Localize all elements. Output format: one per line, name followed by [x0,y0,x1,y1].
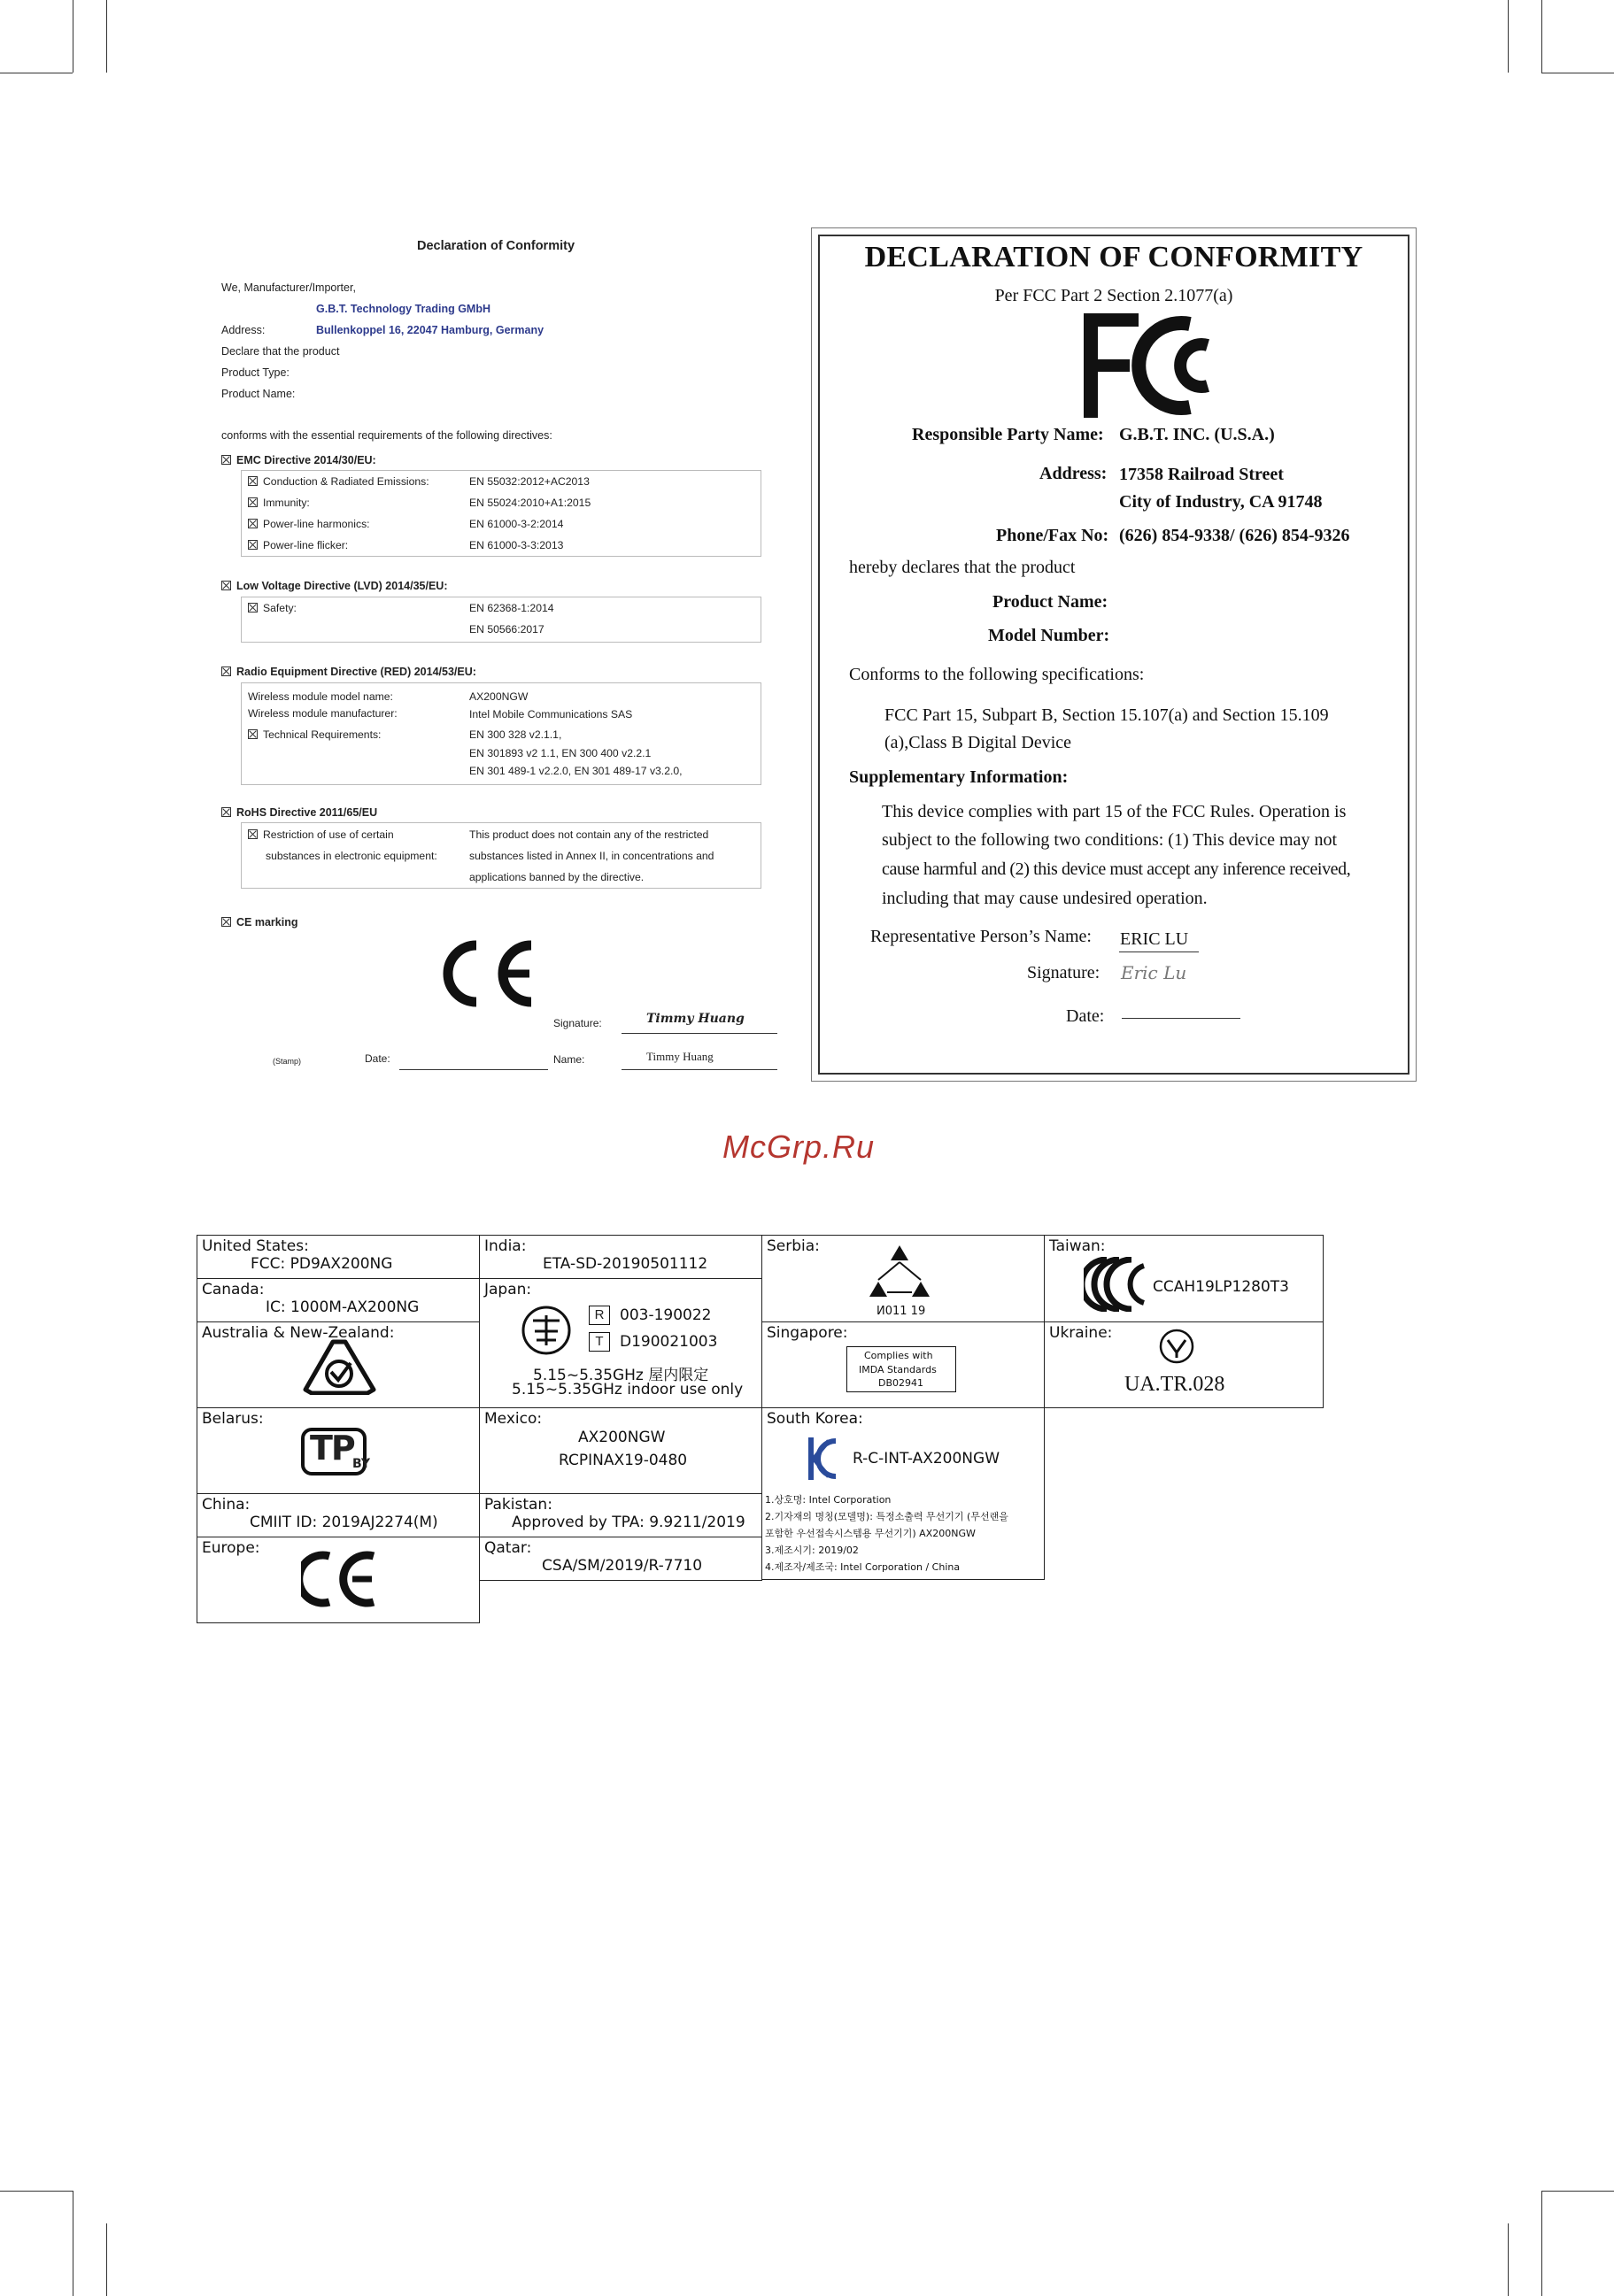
emc-value: EN 55032:2012+AC2013 [469,475,590,488]
info-line: subject to the following two conditions: (1) This device may not [882,830,1337,850]
checkbox-checked-icon [248,476,258,486]
checkbox-checked-icon [221,581,231,590]
date-line [399,1069,548,1070]
mexico-value-1: AX200NGW [578,1429,666,1446]
korea-line: 4.제조자/제조국: Intel Corporation / China [765,1561,961,1573]
ce-logo [443,940,538,1007]
red-title: Radio Equipment Directive (RED) 2014/53/EU: [221,666,476,678]
mexico-value-2: RCPINAX19-0480 [559,1452,688,1469]
fcc-title: DECLARATION OF CONFORMITY [864,241,1363,274]
lvd-value: EN 50566:2017 [469,623,544,636]
kc-logo [806,1434,843,1483]
by-text: BY [352,1457,371,1471]
crop-mark [0,2191,73,2192]
fcc-logo [1084,313,1225,418]
checkbox-checked-icon [221,455,231,465]
rohs-label: substances in electronic equipment: [266,850,437,862]
address-value: Bullenkoppel 16, 22047 Hamburg, Germany [316,324,544,336]
emc-title: EMC Directive 2014/30/EU: [221,454,376,466]
checkbox-checked-icon [248,603,258,613]
ukraine-label: Ukraine: [1049,1324,1113,1342]
europe-label: Europe: [202,1539,260,1557]
red-model-label: Wireless module model name: [248,690,393,703]
name-line [622,1069,777,1070]
korea-label: South Korea: [767,1410,863,1428]
fcc-spec-2: (a),Class B Digital Device [884,733,1072,752]
rep-name: ERIC LU [1120,929,1189,949]
rohs-label: Restriction of use of certain [248,828,394,841]
checkbox-checked-icon [221,666,231,676]
belarus-label: Belarus: [202,1410,264,1428]
watermark: McGrp.Ru [722,1129,876,1165]
japan-label: Japan: [484,1281,532,1298]
qatar-label: Qatar: [484,1539,532,1557]
eu-title: Declaration of Conformity [416,239,575,253]
red-manu-value: Intel Mobile Communications SAS [469,708,633,720]
europe-ce-logo [301,1551,379,1607]
korea-line: 3.제조시기: 2019/02 [765,1545,859,1556]
rep-label: Representative Person’s Name: [870,927,1092,946]
japan-r-box: R [589,1306,610,1325]
japan-r-value: 003-190022 [620,1306,712,1324]
red-model-value: AX200NGW [469,690,529,703]
fcc-address-label: Address: [1039,464,1108,483]
imda-line: Complies with [864,1350,933,1361]
manufacturer-label: We, Manufacturer/Importer, [221,281,356,294]
rcm-logo [301,1338,377,1395]
fcc-spec-1: FCC Part 15, Subpart B, Section 15.107(a) and Section 15.109 [884,705,1329,725]
crop-mark [1508,2223,1509,2296]
info-line: including that may cause undesired operation. [882,889,1208,908]
ukraine-conformity-icon [1158,1328,1195,1365]
emc-row: Conduction & Radiated Emissions: [248,475,429,488]
lvd-row: Safety: [248,602,297,614]
serbia-conformity-icon [866,1243,933,1303]
emc-value: EN 61000-3-3:2013 [469,539,564,551]
address-label: Address: [221,324,266,336]
crop-mark [1508,0,1509,73]
rohs-value: This product does not contain any of the restricted [469,828,709,841]
ce-title: CE marking [221,916,297,928]
china-value: CMIIT ID: 2019AJ2274(M) [250,1514,438,1531]
declare-text: Declare that the product [221,345,340,358]
hereby-text: hereby declares that the product [849,558,1076,577]
mexico-label: Mexico: [484,1410,543,1428]
fcc-signature: Eric Lu [1121,962,1187,983]
responsible-value: G.B.T. INC. (U.S.A.) [1119,425,1275,444]
pakistan-label: Pakistan: [484,1496,552,1514]
checkbox-checked-icon [248,829,258,839]
us-label: United States: [202,1237,309,1255]
info-line: cause harmful and (2) this device must accept any inference received, [882,859,1351,879]
responsible-label: Responsible Party Name: [912,425,1104,444]
crop-mark [1541,0,1542,73]
rohs-value: substances listed in Annex II, in concentrations and [469,850,714,862]
singapore-label: Singapore: [767,1324,848,1342]
japan-line-2: 5.15~5.35GHz indoor use only [512,1381,744,1398]
checkbox-checked-icon [248,519,258,528]
japan-line-1: 5.15~5.35GHz 屋内限定 [533,1367,709,1384]
serbia-code: И011 19 [877,1305,926,1318]
korea-line: 1.상호명: Intel Corporation [765,1494,892,1506]
taiwan-label: Taiwan: [1049,1237,1106,1255]
red-tech-value: EN 301 489-1 v2.2.0, EN 301 489-17 v3.2.0, [469,765,683,777]
red-tech-row: Technical Requirements: [248,728,381,741]
fcc-address-1: 17358 Railroad Street [1119,465,1284,484]
red-tech-value: EN 300 328 v2.1.1, [469,728,562,741]
crop-mark [106,2223,107,2296]
checkbox-checked-icon [221,917,231,927]
taiwan-ncc-icon [1084,1257,1149,1312]
signer-name: Timmy Huang [646,1050,714,1063]
phone-label: Phone/Fax No: [996,526,1109,545]
india-label: India: [484,1237,527,1255]
product-name-label: Product Name: [221,388,296,400]
india-value: ETA-SD-20190501112 [543,1255,708,1273]
supplementary-title: Supplementary Information: [849,767,1069,787]
imda-line: IMDA Standards [859,1364,937,1375]
checkbox-checked-icon [221,807,231,817]
name-label: Name: [553,1053,585,1066]
date-label: Date: [365,1052,390,1065]
red-manu-label: Wireless module manufacturer: [248,707,398,720]
lvd-title: Low Voltage Directive (LVD) 2014/35/EU: [221,580,448,592]
fcc-model-label: Model Number: [988,626,1110,645]
pakistan-value: Approved by TPA: 9.9211/2019 [512,1514,745,1531]
fcc-product-name-label: Product Name: [992,592,1108,612]
fcc-subtitle: Per FCC Part 2 Section 2.1077(a) [994,286,1233,305]
signature-label: Signature: [553,1017,602,1029]
crop-mark [1541,2191,1614,2192]
emc-row: Power-line flicker: [248,539,348,551]
info-line: This device complies with part 15 of the FCC Rules. Operation is [882,802,1347,821]
tp-text: TP [310,1429,354,1468]
checkbox-checked-icon [248,729,258,739]
fcc-address-2: City of Industry, CA 91748 [1119,492,1323,512]
serbia-label: Serbia: [767,1237,820,1255]
crop-mark [1541,2191,1542,2296]
canada-value: IC: 1000M-AX200NG [266,1298,420,1316]
korea-line: 포함한 우선접속시스템용 무선기기) AX200NGW [765,1528,976,1539]
fcc-date-line [1122,1018,1240,1019]
korea-value: R-C-INT-AX200NGW [853,1450,1000,1468]
checkbox-checked-icon [248,540,258,550]
signature-line [622,1033,777,1034]
company-name: G.B.T. Technology Trading GMbH [316,303,490,315]
product-type-label: Product Type: [221,366,290,379]
signature: Timmy Huang [646,1012,745,1026]
crop-mark [106,0,107,73]
japan-giteki-icon [521,1305,572,1356]
emc-row: Power-line harmonics: [248,518,370,530]
china-label: China: [202,1496,251,1514]
japan-t-value: D190021003 [620,1333,718,1351]
aus-label: Australia & New-Zealand: [202,1324,395,1342]
qatar-value: CSA/SM/2019/R-7710 [542,1557,703,1575]
emc-value: EN 61000-3-2:2014 [469,518,564,530]
red-tech-value: EN 301893 v2 1.1, EN 300 400 v2.2.1 [469,747,652,759]
phone-value: (626) 854-9338/ (626) 854-9326 [1119,526,1350,545]
us-value: FCC: PD9AX200NG [251,1255,393,1273]
conforms-text: conforms with the essential requirements of the following directives: [221,429,552,442]
fcc-conforms: Conforms to the following specifications: [849,665,1145,684]
rohs-value: applications banned by the directive. [469,871,645,883]
rohs-title: RoHS Directive 2011/65/EU [221,806,377,819]
emc-row: Immunity: [248,497,310,509]
imda-line: DB02941 [878,1377,924,1389]
stamp-label: (Stamp) [273,1057,302,1066]
korea-line: 2.기자재의 명칭(모델명): 특정소출력 무선기기 (무선랜을 [765,1511,1008,1522]
taiwan-value: CCAH19LP1280T3 [1153,1278,1289,1296]
lvd-value: EN 62368-1:2014 [469,602,554,614]
emc-value: EN 55024:2010+A1:2015 [469,497,591,509]
japan-t-box: T [589,1332,610,1352]
ukraine-value: UA.TR.028 [1124,1373,1225,1396]
fcc-date-label: Date: [1066,1006,1105,1026]
checkbox-checked-icon [248,497,258,507]
canada-label: Canada: [202,1281,265,1298]
fcc-signature-label: Signature: [1027,963,1100,982]
